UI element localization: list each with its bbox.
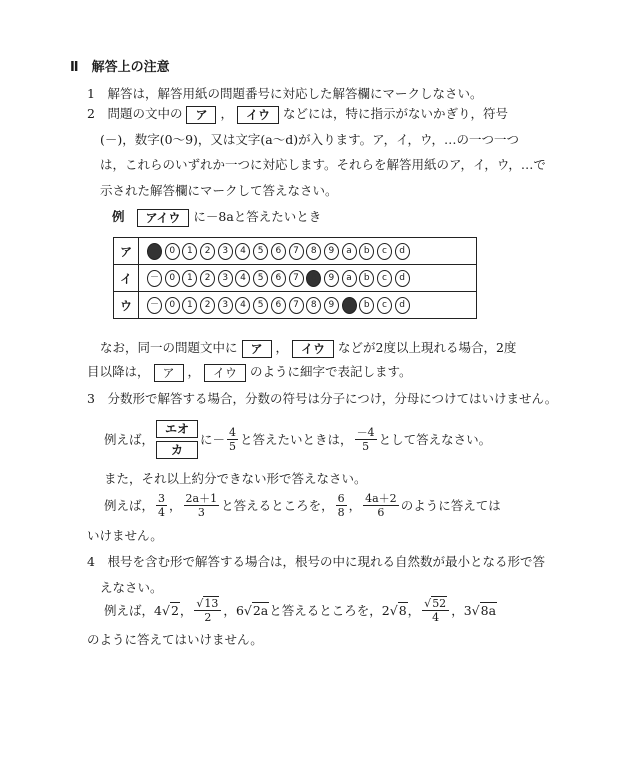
answer-box-a: ア [186,106,216,124]
mark-sheet-grid [113,237,477,319]
mark-bubble[interactable]: 6 [271,270,286,287]
radical-fraction [422,597,449,624]
mark-bubble[interactable]: 7 [289,243,304,260]
mark-bubble[interactable]: 9 [324,243,339,260]
denominator: 3 [197,505,205,519]
mark-bubble[interactable]: 5 [253,243,268,260]
grid-row [114,265,477,292]
radicand: 52 [432,596,447,610]
denominator: 5 [229,439,237,453]
example-text: として答えなさい。 [378,432,492,447]
mark-bubble[interactable]: 4 [235,297,250,314]
mark-bubble[interactable]: － [147,297,162,314]
mark-bubble[interactable]: a [342,270,357,287]
denominator: 8 [337,505,345,519]
denominator: 2 [204,610,212,624]
numerator: 3 [158,491,166,505]
mark-bubble[interactable]: 8 [306,270,321,287]
numerator: 6 [337,491,345,505]
numerator: －4 [356,425,375,439]
mark-bubble[interactable]: 0 [165,243,180,260]
note-line-1 [100,338,516,358]
item-1: 1 解答は，解答用紙の問題番号に対応した解答欄にマークしなさい。 [87,86,483,101]
example-text: と答えるところを， [269,603,382,618]
mark-bubble[interactable]: 6 [271,297,286,314]
item-4-line-2: えなさい。 [100,580,163,595]
item-3-line-5: いけません。 [87,528,163,543]
fraction [184,492,220,519]
example-box: アイウ [137,209,190,227]
example-text: に－8aと答えたいとき [193,209,322,224]
example-text: 例えば， [104,432,155,447]
mark-bubble[interactable]: 3 [218,270,233,287]
mark-bubble[interactable]: 5 [253,297,268,314]
mark-bubble[interactable]: 2 [200,243,215,260]
example-text: のように答えては [400,498,501,513]
example-text: 例えば， [104,603,155,618]
fraction [355,426,377,453]
example-text: と答えるところを， [221,498,334,513]
grid-row-label: ア [114,238,139,265]
item-2-line-1 [87,104,508,124]
fraction [156,492,167,519]
mark-bubble[interactable]: c [377,243,392,260]
coefficient: 3 [463,602,472,618]
radicand: 2a [252,602,269,618]
mark-bubble[interactable]: c [377,270,392,287]
thin-box-a: ア [154,364,184,382]
mark-bubble[interactable]: 7 [289,270,304,287]
denominator: 4 [432,610,440,624]
answer-box-ka: カ [156,441,198,459]
item-4-example: 例えば， 4√2 ， $\frac{√13}{2}$ ， 6√2a と答えるところを， 2√8 ， $\frac{√52}{4}$ ， 3√8a [104,596,497,624]
mark-bubble[interactable]: 1 [182,297,197,314]
section-title: Ⅱ 解答上の注意 [70,60,170,75]
mark-bubble[interactable]: 0 [165,297,180,314]
item-2-text-post: などには，特に指示がないかぎり，符号 [282,106,508,121]
mark-bubble[interactable]: 1 [182,270,197,287]
mark-bubble[interactable]: b [359,243,374,260]
radical-fraction [194,597,221,624]
grid-row [114,238,477,265]
item-4-line-4: のように答えてはいけません。 [87,632,263,647]
thin-box-iu: イウ [204,364,246,382]
grid-row-label: ウ [114,292,139,319]
item-3-line-1: 3 分数形で解答する場合，分数の符号は分子につけ，分母につけてはいけません。 [87,391,558,406]
example-label: 例 [112,209,125,224]
radicand: 2 [170,602,179,618]
item-2-line-3: は，これらのいずれか一つに対応します。それらを解答用紙のア，イ，ウ，…で [100,157,546,172]
grid-bubble-cell [139,238,477,265]
grid-row-label: イ [114,265,139,292]
answer-box-eo: エオ [156,420,198,438]
fraction-box-stack [156,420,198,459]
example-line [112,207,321,227]
mark-bubble[interactable]: b [359,297,374,314]
denominator: 4 [158,505,166,519]
numerator: 2a＋1 [185,491,218,505]
denominator: 5 [362,439,370,453]
answer-box-iu: イウ [237,106,279,124]
note-text: なお，同一の問題文中に [100,340,238,355]
mark-bubble[interactable]: 3 [218,243,233,260]
note-box-iu: イウ [292,340,334,358]
mark-bubble[interactable]: a [342,297,357,314]
separator: ， [187,364,201,379]
mark-bubble[interactable]: 2 [200,270,215,287]
mark-bubble[interactable]: b [359,270,374,287]
coefficient: 2 [381,602,390,618]
mark-bubble[interactable]: 2 [200,297,215,314]
mark-bubble[interactable]: 8 [306,297,321,314]
radical: 4√2 [154,602,179,618]
fraction [336,492,347,519]
mark-bubble[interactable]: 0 [165,270,180,287]
note-text-2-post: のように細字で表記します。 [250,364,412,379]
mark-bubble[interactable]: － [147,243,162,260]
item-4-line-1: 4 根号を含む形で解答する場合は，根号の中に現れる自然数が最小となる形で答 [87,554,545,569]
grid-row [114,292,477,319]
mark-bubble[interactable]: d [395,243,410,260]
item-2-line-2: (－)，数字(0～9)，又は文字(a～d)が入ります。ア，イ，ウ，…の一つ一つ [100,132,519,147]
mark-bubble[interactable]: 4 [235,243,250,260]
separator: ， [275,340,289,355]
mark-bubble[interactable]: 5 [253,270,268,287]
mark-bubble[interactable]: 6 [271,243,286,260]
example-text: 例えば， [104,498,155,513]
item-2-line-4: 示された解答欄にマークして答えなさい。 [100,183,338,198]
example-text: に－ [200,432,226,447]
numerator: 4 [229,425,237,439]
radical: 3√8a [463,602,497,618]
mark-bubble[interactable]: 9 [324,297,339,314]
radicand: 13 [204,596,219,610]
mark-bubble[interactable]: 8 [306,243,321,260]
numerator: 4a＋2 [365,491,397,505]
note-line-2 [87,362,412,382]
mark-bubble[interactable]: 7 [289,297,304,314]
denominator: 6 [377,505,385,519]
fraction [227,426,238,453]
numerator: √13 [194,597,221,611]
mark-bubble[interactable]: d [395,297,410,314]
note-box-a: ア [242,340,272,358]
mark-bubble[interactable]: c [377,297,392,314]
fraction [363,492,399,519]
item-3-line-3: また，それ以上約分できない形で答えなさい。 [104,471,367,486]
mark-bubble[interactable]: 1 [182,243,197,260]
numerator: √52 [422,597,449,611]
item-3-example [104,416,491,462]
item-3-example-2: 例えば， $\frac{3}{4}$ ， $\frac{2a+1}{3}$ と答えるところを， $\frac{6}{8}$ ， $\frac{4a+2}{6}$ のように答えては [104,491,501,519]
grid-bubble-cell [139,265,477,292]
radicand: 8 [398,602,407,618]
coefficient: 4 [154,602,162,618]
separator: ， [220,106,233,121]
example-text: と答えたいときは， [240,432,353,447]
mark-bubble[interactable]: － [147,270,162,287]
mark-bubble[interactable]: 3 [218,297,233,314]
grid-bubble-cell [139,292,477,319]
coefficient: 6 [235,602,244,618]
mark-bubble[interactable]: 4 [235,270,250,287]
note-text-post: などが2度以上現れる場合，2度 [338,340,517,355]
mark-bubble[interactable]: d [395,270,410,287]
mark-bubble[interactable]: a [342,243,357,260]
item-2-text: 2 問題の文中の [87,106,183,121]
note-text-2: 目以降は， [87,364,150,379]
mark-bubble[interactable]: 9 [324,270,339,287]
radical: 2√8 [381,602,407,618]
radical: 6√2a [235,602,269,618]
radicand: 8a [480,602,497,618]
